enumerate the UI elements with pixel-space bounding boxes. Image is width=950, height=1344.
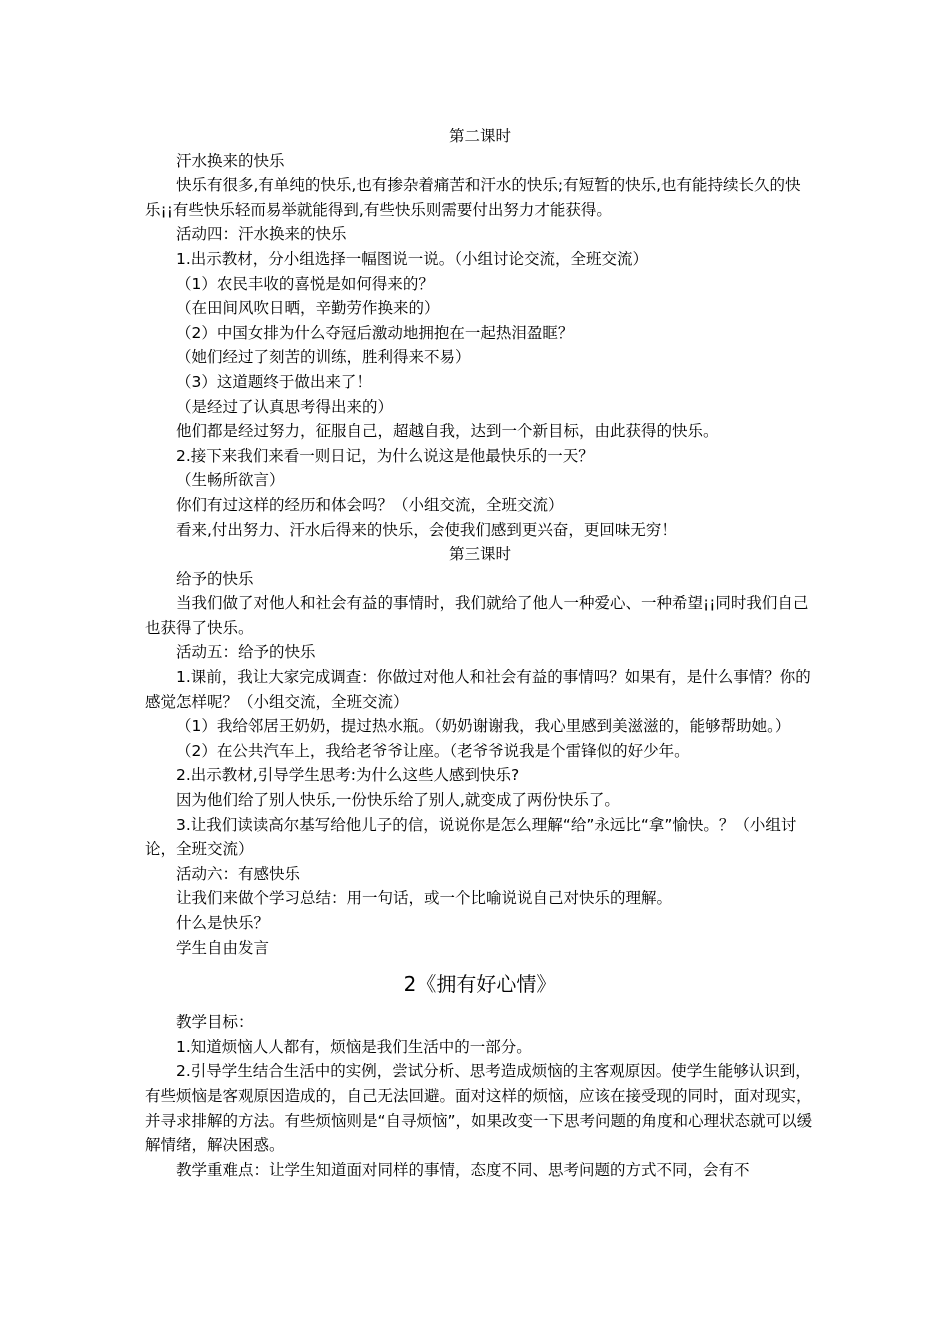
lesson2-q3: （3）这道题终于做出来了！ bbox=[176, 372, 372, 391]
lesson2-item2-answer: （生畅所欲言） bbox=[176, 471, 285, 490]
lesson3-intro: 当我们做了对他人和社会有益的事情时，我们就给了他人一种爱心、一种希望¡¡同时我们自己也获得了快乐。 bbox=[145, 594, 809, 637]
unit2-goals-label: 教学目标： bbox=[176, 1013, 254, 1032]
lesson3-subtitle: 给予的快乐 bbox=[176, 569, 254, 588]
unit2-key-points: 教学重难点：让学生知道面对同样的事情，态度不同、思考问题的方式不同，会有不 bbox=[176, 1160, 750, 1179]
activity4-title: 活动四：汗水换来的快乐 bbox=[176, 225, 347, 244]
lesson3-example2: （2）在公共汽车上，我给老爷爷让座。（老爷爷说我是个雷锋似的好少年。 bbox=[176, 741, 690, 760]
lesson2-heading: 第二课时 bbox=[448, 127, 511, 145]
unit2-goal1: 1.知道烦恼人人都有，烦恼是我们生活中的一部分。 bbox=[176, 1037, 532, 1056]
lesson3-heading: 第三课时 bbox=[448, 545, 511, 564]
lesson2-a3: （是经过了认真思考得出来的） bbox=[176, 397, 394, 416]
lesson2-intro: 快乐有很多,有单纯的快乐,也有掺杂着痛苦和汗水的快乐;有短暂的快乐,也有能持续长久的快乐¡¡有些快乐轻而易举就能得到,有些快乐则需要付出努力才能获得。 bbox=[145, 176, 801, 219]
lesson2-conclusion: 看来,付出努力、汗水后得来的快乐，会使我们感到更兴奋，更回味无穷！ bbox=[176, 520, 677, 539]
document-body bbox=[145, 124, 815, 1182]
lesson2-a2: （她们经过了刻苦的训练，胜利得来不易） bbox=[176, 348, 471, 367]
lesson3-example1: （1）我给邻居王奶奶，提过热水瓶。（奶奶谢谢我，我心里感到美滋滋的，能够帮助她。） bbox=[176, 717, 791, 736]
lesson3-item3: 3.让我们读读高尔基写给他儿子的信，说说你是怎么理解“给”永远比“拿”愉快。？（小组讨论，全班交流） bbox=[145, 815, 797, 859]
unit2-title: 2《拥有好心情》 bbox=[403, 972, 557, 997]
lesson3-item1: 1.课前，我让大家完成调查：你做过对他人和社会有益的事情吗？如果有，是什么事情？你的感觉怎样呢？（小组交流，全班交流） bbox=[145, 668, 811, 711]
activity5-title: 活动五：给予的快乐 bbox=[176, 643, 316, 662]
lesson2-subtitle: 汗水换来的快乐 bbox=[176, 151, 285, 170]
lesson3-item2-answer: 因为他们给了别人快乐,一份快乐给了别人,就变成了两份快乐了。 bbox=[176, 791, 620, 810]
lesson2-item2-follow: 你们有过这样的经历和体会吗？（小组交流，全班交流） bbox=[176, 495, 564, 514]
lesson3-answer: 学生自由发言 bbox=[176, 938, 270, 957]
lesson2-a1: （在田间风吹日晒，辛勤劳作换来的） bbox=[176, 299, 440, 318]
lesson2-summary: 他们都是经过努力，征服自己，超越自我，达到一个新目标，由此获得的快乐。 bbox=[176, 422, 719, 441]
lesson2-q2: （2）中国女排为什么夺冠后激动地拥抱在一起热泪盈眶？ bbox=[176, 323, 574, 342]
unit2-goal2: 2.引导学生结合生活中的实例，尝试分析、思考造成烦恼的主客观原因。使学生能够认识到，有些烦恼是客观原因造成的，自己无法回避。面对这样的烦恼，应该在接受现的同时，面对现实，并寻求排解的方法。有些烦恼则是“自寻烦恼”，如果改变一下思考问题的角度和心理状态就可以缓解情绪，解决困惑。 bbox=[145, 1062, 813, 1155]
lesson3-question: 什么是快乐？ bbox=[176, 914, 270, 932]
lesson3-item2: 2.出示教材,引导学生思考:为什么这些人感到快乐? bbox=[176, 766, 520, 785]
lesson2-item2: 2.接下来我们来看一则日记，为什么说这是他最快乐的一天？ bbox=[176, 446, 594, 465]
lesson2-q1: （1）农民丰收的喜悦是如何得来的？ bbox=[176, 274, 434, 293]
lesson3-summary-task: 让我们来做个学习总结：用一句话，或一个比喻说说自己对快乐的理解。 bbox=[176, 889, 673, 908]
lesson2-item1: 1.出示教材，分小组选择一幅图说一说。（小组讨论交流，全班交流） bbox=[176, 249, 649, 268]
activity6-title: 活动六：有感快乐 bbox=[176, 864, 301, 883]
